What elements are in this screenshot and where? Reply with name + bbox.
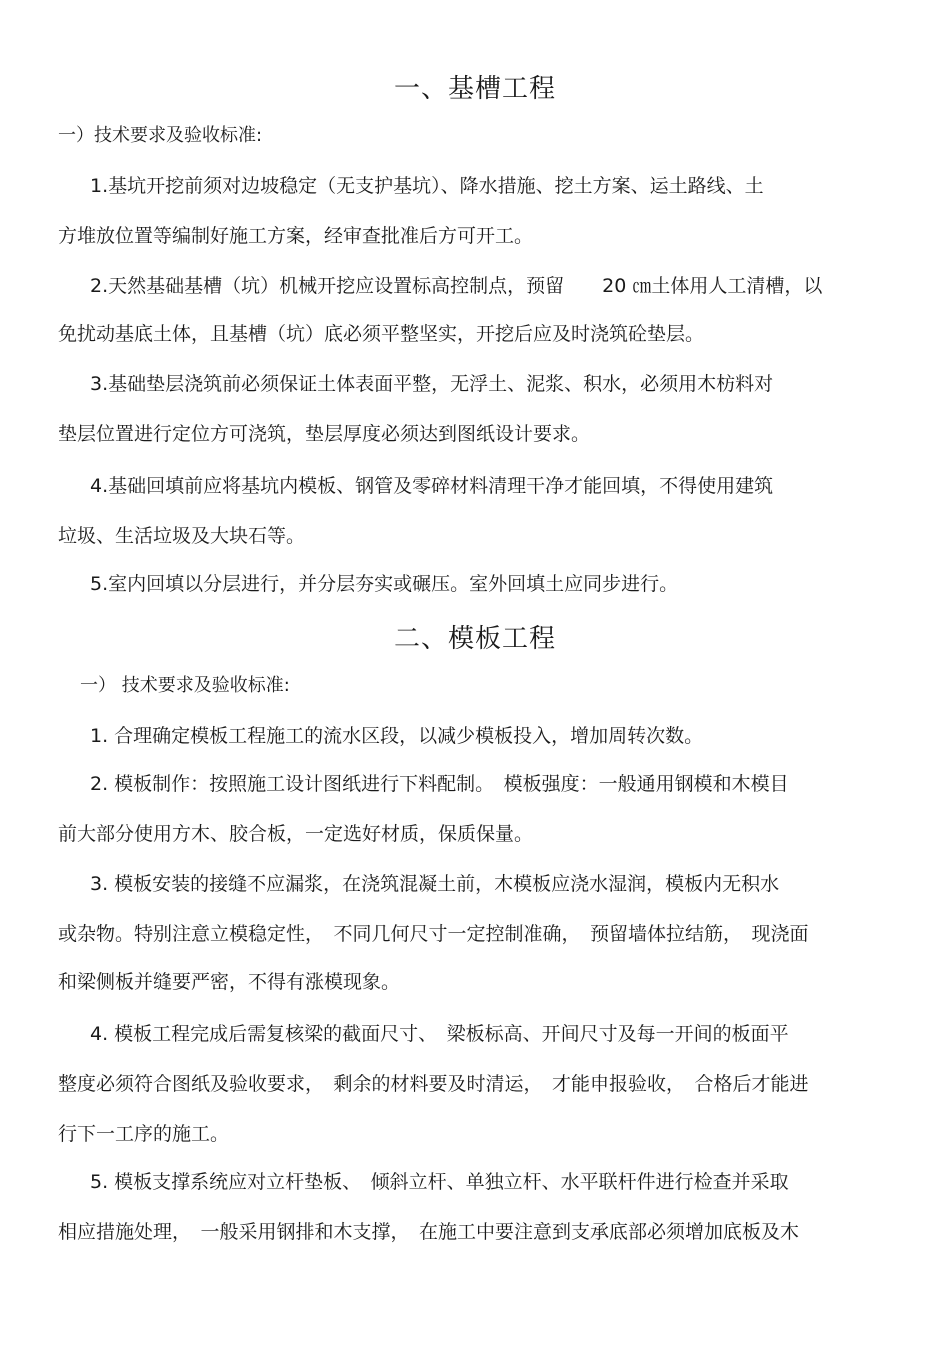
section-2-subtitle: 一） 技术要求及验收标准: — [80, 675, 290, 696]
paragraph-line: 1.基坑开挖前须对边坡稳定（无支护基坑）、降水措施、挖土方案、运土路线、土 — [90, 175, 764, 197]
paragraph-line: 和梁侧板并缝要严密，不得有涨模现象。 — [58, 971, 401, 993]
paragraph-line: 相应措施处理， 一般采用钢排和木支撑， 在施工中要注意到支承底部必须增加底板及木 — [58, 1221, 800, 1243]
paragraph-line: 方堆放位置等编制好施工方案，经审查批准后方可开工。 — [58, 225, 534, 247]
paragraph-line: 4.基础回填前应将基坑内模板、钢管及零碎材料清理干净才能回填，不得使用建筑 — [90, 475, 774, 497]
paragraph-line: 5.室内回填以分层进行，并分层夯实或碾压。室外回填土应同步进行。 — [90, 573, 679, 595]
section-2-title: 二、模板工程 — [393, 624, 556, 654]
paragraph-line: 垃圾、生活垃圾及大块石等。 — [58, 525, 306, 547]
paragraph-line: 或杂物。特别注意立模稳定性， 不同几何尺寸一定控制准确， 预留墙体拉结筋， 现浇面 — [58, 923, 809, 945]
paragraph-line: 垫层位置进行定位方可浇筑，垫层厚度必须达到图纸设计要求。 — [58, 423, 591, 445]
paragraph-line: 行下一工序的施工。 — [58, 1123, 230, 1145]
paragraph-line: 3. 模板安装的接缝不应漏浆，在浇筑混凝土前，木模板应浇水湿润，模板内无积水 — [90, 873, 780, 895]
paragraph-line: 4. 模板工程完成后需复核梁的截面尺寸、 梁板标高、开间尺寸及每一开间的板面平 — [90, 1023, 789, 1045]
paragraph-line: 2. 模板制作：按照施工设计图纸进行下料配制。 模板强度：一般通用钢模和木模目 — [90, 773, 789, 795]
section-1-subtitle: 一）技术要求及验收标准: — [58, 125, 263, 146]
paragraph-line: 免扰动基底土体，且基槽（坑）底必须平整坚实，开挖后应及时浇筑砼垫层。 — [58, 323, 705, 345]
paragraph-line: 整度必须符合图纸及验收要求， 剩余的材料要及时清运， 才能申报验收， 合格后才能进 — [58, 1073, 809, 1095]
paragraph-line: 前大部分使用方木、胶合板，一定选好材质，保质保量。 — [58, 823, 534, 845]
section-1-title: 一、基槽工程 — [393, 74, 556, 104]
paragraph-line: 5. 模板支撑系统应对立杆垫板、 倾斜立杆、单独立杆、水平联杆件进行检查并采取 — [90, 1171, 789, 1193]
paragraph-line: 2.天然基础基槽（坑）机械开挖应设置标高控制点，预留 20 ㎝土体用人工清槽，以 — [90, 275, 823, 297]
paragraph-line: 1. 合理确定模板工程施工的流水区段，以减少模板投入，增加周转次数。 — [90, 725, 704, 747]
paragraph-line: 3.基础垫层浇筑前必须保证土体表面平整，无浮土、泥浆、积水，必须用木枋料对 — [90, 373, 774, 395]
